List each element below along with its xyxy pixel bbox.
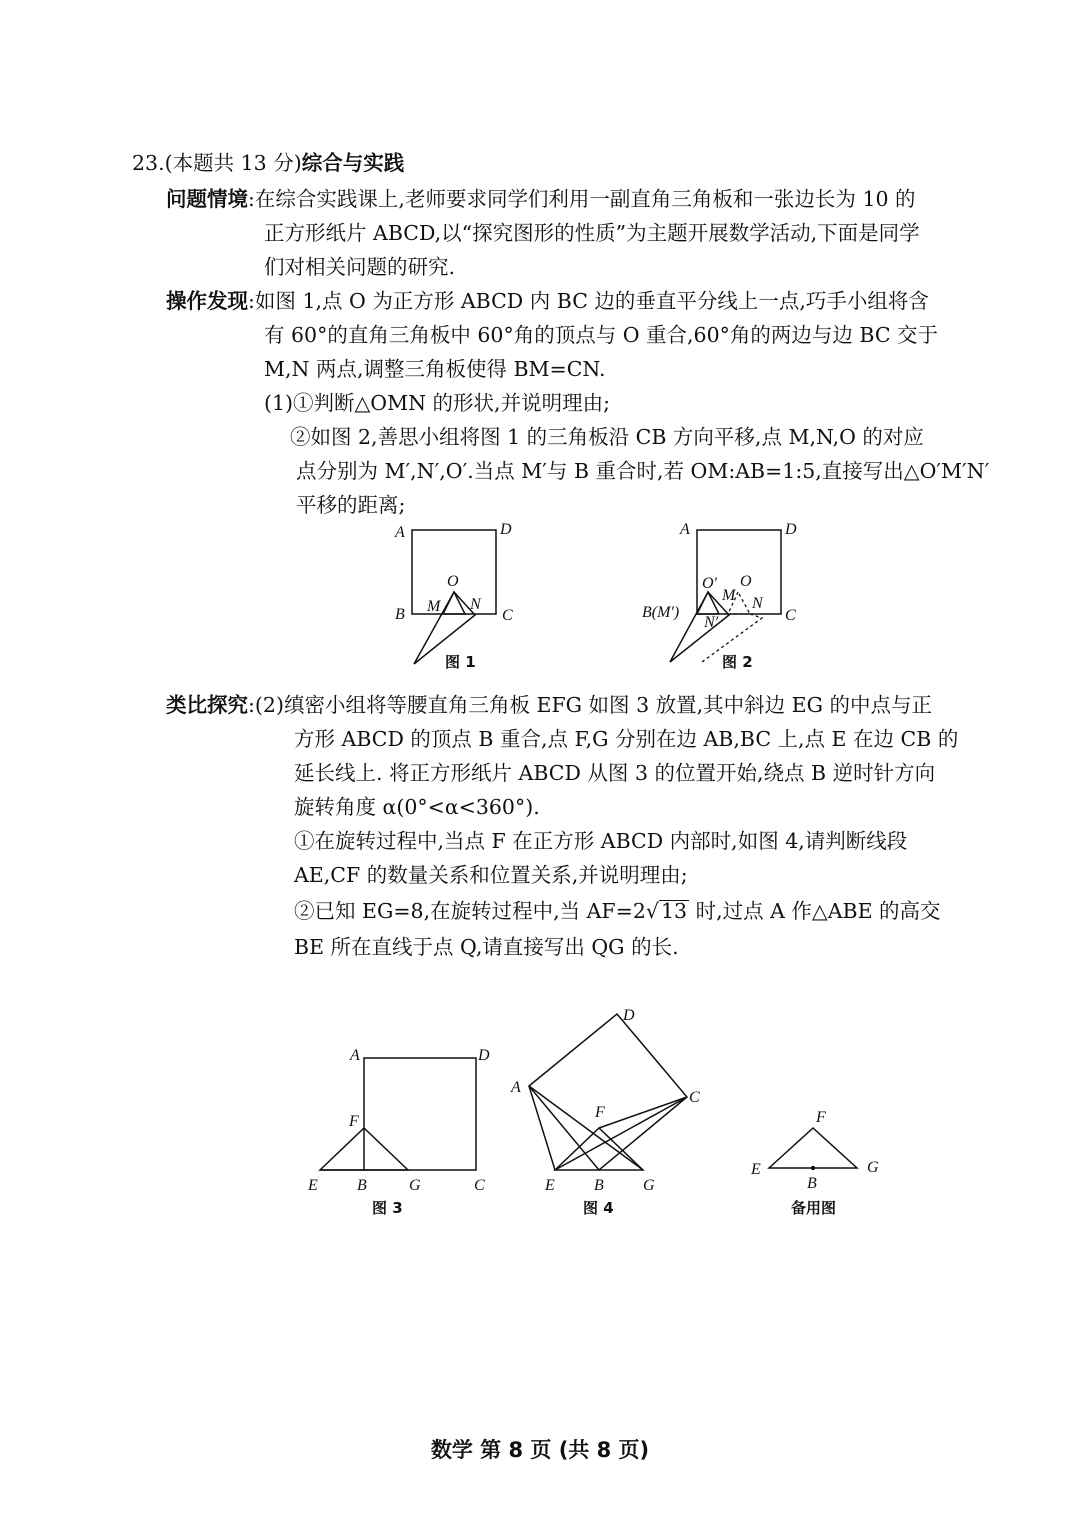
fig2-label-c: C — [785, 607, 796, 624]
fig4-segment-ae — [529, 1086, 555, 1170]
backup-point-b — [811, 1166, 815, 1170]
fig4-segment-ce — [555, 1097, 687, 1170]
fig4-label-d: D — [623, 1007, 635, 1024]
operation-label: 操作发现 — [166, 289, 248, 313]
situation-line-3: 们对相关问题的研究. — [264, 255, 456, 279]
fig4-square — [529, 1014, 687, 1170]
fig4-caption: 图 4 — [583, 1199, 614, 1217]
figure-backup — [745, 1100, 895, 1225]
fig2-label-b-m-prime: B(M′) — [642, 604, 680, 621]
fig1-label-c: C — [502, 607, 513, 624]
analogy-line-2: 方形 ABCD 的顶点 B 重合,点 F,G 分别在边 AB,BC 上,点 E 在边 CB 的 — [294, 727, 959, 751]
fig2-set-square-moved — [670, 592, 729, 662]
fig2-label-o: O — [740, 573, 752, 590]
backup-label-f: F — [816, 1109, 826, 1126]
backup-caption: 备用图 — [791, 1199, 837, 1217]
operation-line-1: 操作发现:如图 1,点 O 为正方形 ABCD 内 BC 边的垂直平分线上一点,巧手小组将含 — [166, 289, 929, 313]
fig4-segment-ag — [529, 1086, 643, 1170]
question-2b-line-2: BE 所在直线于点 Q,请直接写出 QG 的长. — [294, 935, 679, 959]
fig4-segment-cf — [599, 1097, 687, 1128]
question-2a-line-1: ①在旋转过程中,当点 F 在正方形 ABCD 内部时,如图 4,请判断线段 — [294, 829, 908, 853]
situation-line-2: 正方形纸片 ABCD,以“探究图形的性质”为主题开展数学活动,下面是同学 — [264, 221, 920, 245]
question-2a-line-2: AE,CF 的数量关系和位置关系,并说明理由; — [294, 863, 688, 887]
fig3-label-a: A — [350, 1047, 360, 1064]
fig4-label-e: E — [545, 1177, 555, 1194]
fig3-square — [364, 1058, 476, 1170]
analogy-line-4: 旋转角度 α(0°<α<360°). — [294, 795, 540, 819]
question-2b-line-1: ②已知 EG=8,在旋转过程中,当 AF=2√13 时,过点 A 作△ABE 的高交 — [294, 899, 941, 923]
fig2-label-m: M — [722, 587, 736, 604]
analogy-line-3: 延长线上. 将正方形纸片 ABCD 从图 3 的位置开始,绕点 B 逆时针方向 — [294, 761, 936, 785]
fig1-label-a: A — [395, 524, 405, 541]
analogy-line-1: 类比探究:(2)缜密小组将等腰直角三角板 EFG 如图 3 放置,其中斜边 EG 的中点与正 — [166, 693, 933, 717]
fig4-label-a: A — [511, 1079, 521, 1096]
figure-2 — [640, 512, 810, 677]
problem-header — [132, 150, 404, 176]
page-footer: 数学 第 8 页 (共 8 页) — [430, 1438, 650, 1462]
question-1b-line-1: ②如图 2,善思小组将图 1 的三角板沿 CB 方向平移,点 M,N,O 的对应 — [290, 425, 924, 449]
fig4-label-g: G — [643, 1177, 655, 1194]
fig3-label-e: E — [308, 1177, 318, 1194]
backup-triangle-efg — [769, 1128, 857, 1168]
fig2-triangle-moved — [697, 592, 719, 614]
fig2-label-n-prime: N′ — [704, 614, 719, 631]
fig2-label-n: N — [752, 595, 763, 612]
backup-label-b: B — [807, 1175, 817, 1192]
fig3-label-b: B — [357, 1177, 367, 1194]
operation-line-2: 有 60°的直角三角板中 60°角的顶点与 O 重合,60°角的两边与边 BC 交于 — [264, 323, 939, 347]
question-1b-line-3: 平移的距离; — [296, 493, 406, 517]
fig3-label-d: D — [478, 1047, 490, 1064]
figure-1 — [385, 512, 525, 677]
fig1-label-n: N — [470, 596, 481, 613]
question-1a: (1)①判断△OMN 的形状,并说明理由; — [264, 391, 610, 415]
fig3-label-f: F — [349, 1113, 359, 1130]
fig2-label-o-prime: O′ — [702, 575, 718, 592]
figure-3 — [300, 1040, 500, 1225]
fig1-label-m: M — [427, 598, 441, 615]
question-1b-line-2: 点分别为 M′,N′,O′.当点 M′与 B 重合时,若 OM:AB=1:5,直接写出△O′M′N′ — [296, 459, 990, 483]
fig1-label-o: O — [447, 573, 459, 590]
fig1-square — [412, 530, 496, 614]
fig4-label-f: F — [595, 1104, 605, 1121]
fig2-square — [697, 530, 781, 614]
sqrt-value: 13 — [660, 899, 688, 923]
problem-title: 综合与实践 — [301, 151, 405, 175]
fig1-caption: 图 1 — [445, 653, 476, 671]
fig4-label-c: C — [689, 1089, 700, 1106]
operation-line-3: M,N 两点,调整三角板使得 BM=CN. — [264, 357, 606, 381]
problem-number: 23. — [132, 151, 165, 175]
problem-points: (本题共 13 分) — [164, 151, 302, 175]
situation-line-1: 问题情境:在综合实践课上,老师要求同学们利用一副直角三角板和一张边长为 10 的 — [166, 187, 916, 211]
backup-label-e: E — [751, 1161, 761, 1178]
situation-label: 问题情境 — [166, 187, 248, 211]
fig1-label-b: B — [395, 606, 405, 623]
fig4-triangle-efg — [555, 1128, 643, 1170]
fig3-caption: 图 3 — [372, 1199, 403, 1217]
fig2-caption: 图 2 — [722, 653, 753, 671]
fig3-label-g: G — [409, 1177, 421, 1194]
analogy-label: 类比探究 — [166, 693, 248, 717]
fig2-label-d: D — [785, 521, 797, 538]
fig4-label-b: B — [594, 1177, 604, 1194]
fig2-label-a: A — [680, 521, 690, 538]
backup-label-g: G — [867, 1159, 879, 1176]
fig1-label-d: D — [500, 521, 512, 538]
figure-4 — [505, 1000, 710, 1225]
fig1-triangle-omn — [443, 592, 465, 614]
fig3-label-c: C — [474, 1177, 485, 1194]
